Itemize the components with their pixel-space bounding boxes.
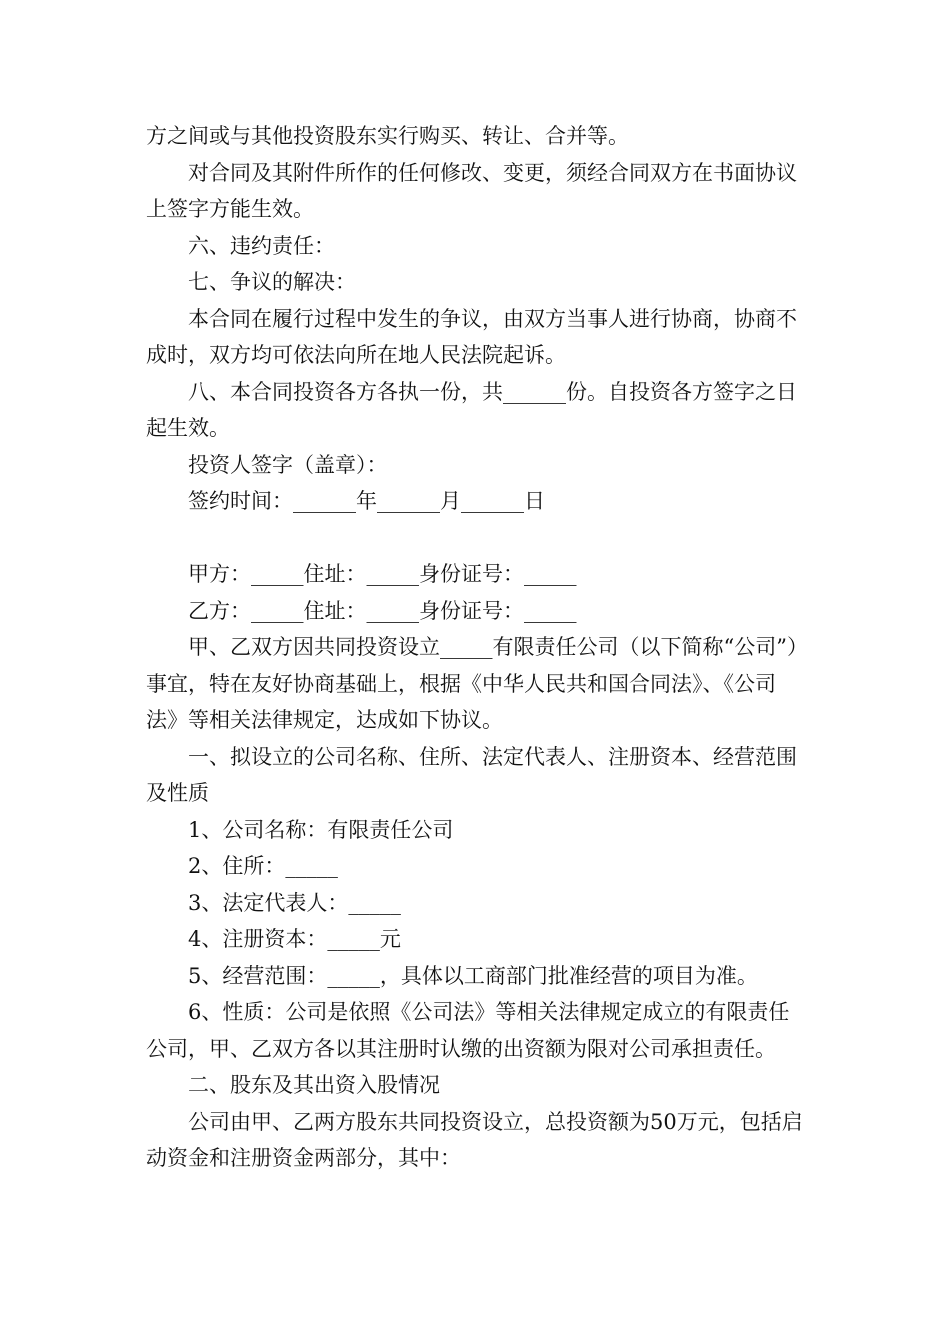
party-b-line: 乙方：_____住址：_____身份证号：_____ — [188, 598, 577, 623]
item-business-scope: 5、经营范围：_____，具体以工商部门批准经营的项目为准。 — [188, 963, 758, 988]
heading-dispute-resolution: 七、争议的解决： — [188, 270, 356, 294]
party-a-line: 甲方：_____住址：_____身份证号：_____ — [188, 562, 577, 586]
paragraph-copies: 八、本合同投资各方各执一份，共______份。自投资各方签字之日起生效。 — [146, 379, 797, 440]
heading-shareholders: 二、股东及其出资入股情况 — [188, 1073, 440, 1097]
heading-company-info: 一、拟设立的公司名称、住所、法定代表人、注册资本、经营范围及性质 — [146, 744, 797, 805]
paragraph-amendment: 对合同及其附件所作的任何修改、变更，须经合同双方在书面协议上签字方能生效。 — [146, 160, 797, 221]
signing-date-line: 签约时间：______年______月______日 — [188, 489, 545, 513]
paragraph-continuation: 方之间或与其他投资股东实行购买、转让、合并等。 — [146, 124, 629, 148]
item-legal-representative: 3、法定代表人：_____ — [188, 890, 401, 915]
heading-breach-liability: 六、违约责任： — [188, 233, 335, 258]
paragraph-preamble: 甲、乙双方因共同投资设立_____有限责任公司（以下简称“公司”）事宜，特在友好协商基础上，根据《中华人民共和国合同法》、《公司法》等相关法律规定，达成如下协议。 — [146, 635, 798, 732]
item-registered-capital: 4、注册资本：_____元 — [188, 927, 401, 951]
paragraph-investment: 公司由甲、乙两方股东共同投资设立，总投资额为50万元，包括启动资金和注册资金两部分，其中： — [146, 1109, 803, 1170]
item-address: 2、住所：_____ — [188, 854, 338, 878]
investor-signature-line: 投资人签字（盖章）： — [188, 452, 388, 477]
item-nature: 6、性质：公司是依照《公司法》等相关法律规定成立的有限责任公司，甲、乙双方各以其注册时认缴的出资额为限对公司承担责任。 — [146, 1000, 790, 1061]
blank-line — [146, 520, 806, 557]
item-company-name: 1、公司名称：有限责任公司 — [188, 817, 454, 842]
document-body — [146, 118, 806, 1177]
paragraph-dispute: 本合同在履行过程中发生的争议，由双方当事人进行协商，协商不成时，双方均可依法向所在地人民法院起诉。 — [146, 306, 797, 367]
